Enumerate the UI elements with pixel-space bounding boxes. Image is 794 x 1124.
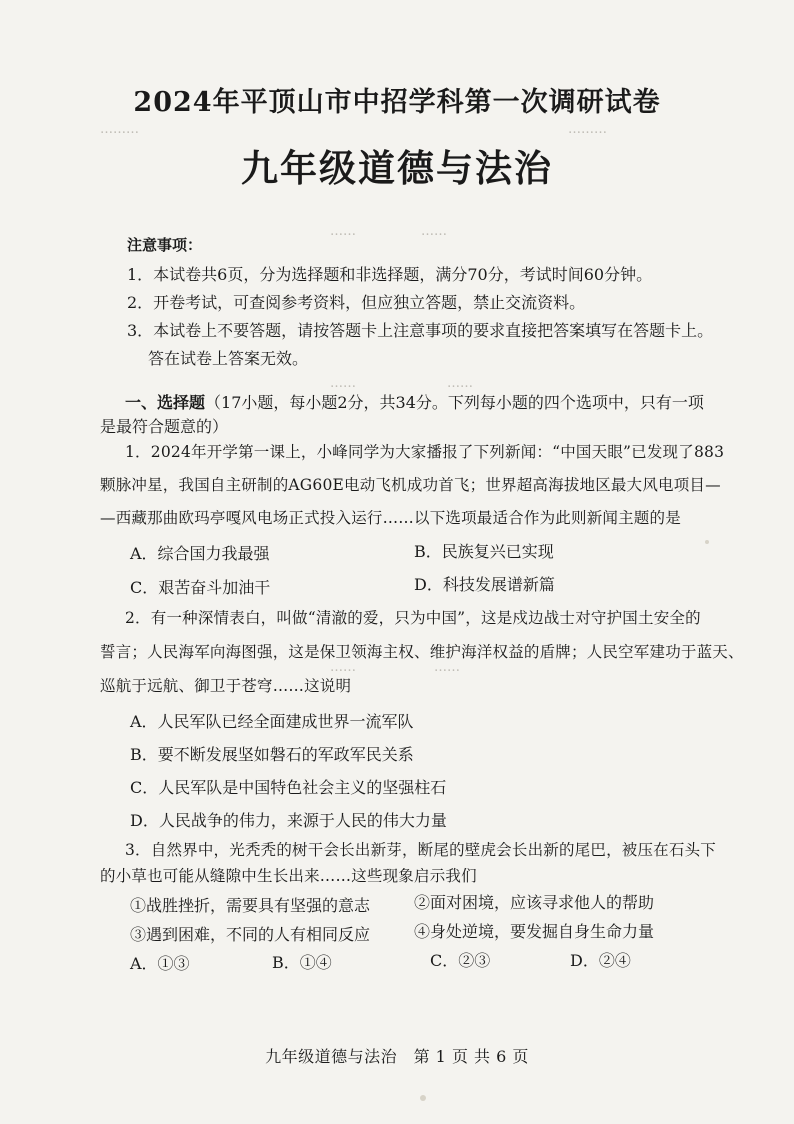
bleed-through-text: …… …… [330, 660, 461, 675]
exam-subject: 九年级道德与法治 [241, 146, 553, 190]
notice-item: 2．开卷考试，可查阅参考资料，但应独立答题，禁止交流资料。 [127, 293, 586, 312]
question-1-stem: 1．2024年开学第一课上，小峰同学为大家播报了下列新闻：“中国天眼”已发现了883 [125, 443, 725, 461]
question-1-option-d: D．科技发展谱新篇 [414, 575, 555, 594]
bleed-through-text: ……… ……… [100, 122, 608, 137]
question-3-statement-4: ④身处逆境，要发掘自身生命力量 [414, 922, 655, 941]
question-3-statement-2: ②面对困境，应该寻求他人的帮助 [414, 893, 655, 912]
question-3-option-a: A．①③ [130, 954, 190, 973]
question-2-stem: 2．有一种深情表白，叫做“清澈的爱，只为中国”，这是戍边战士对守护国土安全的 [125, 609, 701, 627]
question-3-option-b: B．①④ [272, 953, 332, 972]
question-3-statement-1: ①战胜挫折，需要具有坚强的意志 [130, 896, 371, 915]
notice-heading: 注意事项： [127, 236, 203, 254]
section-heading: 一、选择题 [125, 393, 206, 412]
question-2-option-b: B．要不断发展坚如磐石的军政军民关系 [130, 745, 414, 764]
question-2-stem: 誓言；人民海军向海图强，这是保卫领海主权、维护海洋权益的盾牌；人民空军建功于蓝天、 [100, 643, 744, 661]
bleed-through-text: …… …… [330, 376, 474, 391]
question-3-stem: 3．自然界中，光秃秃的树干会长出新芽，断尾的壁虎会长出新的尾巴，被压在石头下 [125, 841, 716, 859]
question-3-statement-3: ③遇到困难，不同的人有相同反应 [130, 925, 371, 944]
notice-item: 3．本试卷上不要答题，请按答题卡上注意事项的要求直接把答案填写在答题卡上。 [127, 321, 714, 340]
question-1-option-c: C．艰苦奋斗加油干 [130, 578, 271, 597]
notice-item: 1．本试卷共6页，分为选择题和非选择题，满分70分，考试时间60分钟。 [127, 265, 653, 284]
exam-title: 2024年平顶山市中招学科第一次调研试卷 [133, 87, 661, 118]
question-3-option-c: C．②③ [430, 951, 491, 970]
question-2-option-d: D．人民战争的伟力，来源于人民的伟大力量 [130, 811, 447, 830]
question-1-stem: —西藏那曲欧玛亭嘎风电场正式投入运行……以下选项最适合作为此则新闻主题的是 [100, 509, 681, 527]
question-1-option-b: B．民族复兴已实现 [414, 542, 554, 561]
section-description: 是最符合题意的） [100, 417, 229, 436]
notice-item: 答在试卷上答案无效。 [148, 349, 309, 368]
scan-speck [705, 540, 709, 544]
question-1-stem: 颗脉冲星，我国自主研制的AG60E电动飞机成功首飞；世界超高海拔地区最大风电项目— [100, 476, 721, 494]
bleed-through-text: …… …… [330, 224, 448, 239]
section-description: （17小题，每小题2分，共34分。下列每小题的四个选项中，只有一项 [205, 393, 704, 412]
question-2-stem: 巡航于远航、御卫于苍穹……这说明 [100, 677, 352, 695]
question-2-option-a: A．人民军队已经全面建成世界一流军队 [130, 712, 414, 731]
section-heading-line [125, 390, 704, 413]
question-3-stem: 的小草也可能从缝隙中生长出来……这些现象启示我们 [100, 867, 477, 885]
question-1-option-a: A．综合国力我最强 [130, 544, 270, 563]
question-2-option-c: C．人民军队是中国特色社会主义的坚强柱石 [130, 778, 447, 797]
question-3-option-d: D．②④ [570, 951, 631, 970]
page-footer: 九年级道德与法治 第 1 页 共 6 页 [265, 1047, 529, 1066]
scan-speck [420, 1095, 426, 1101]
